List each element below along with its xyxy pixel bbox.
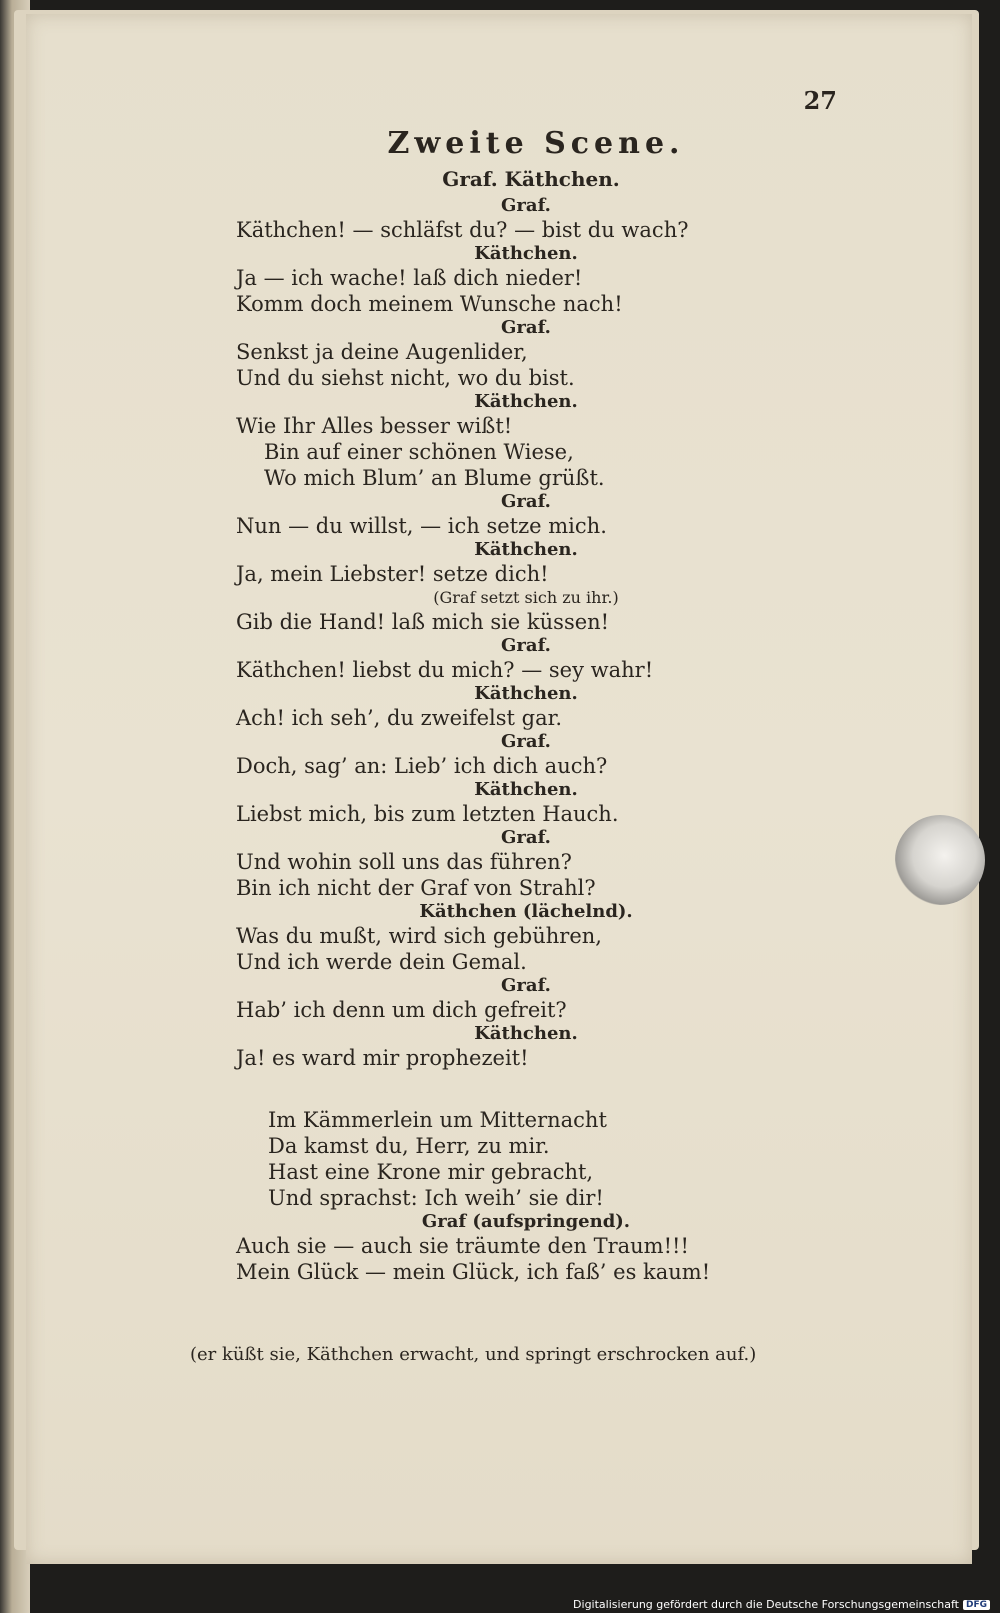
verse-line: Hab’ ich denn um dich gefreit? bbox=[236, 998, 567, 1022]
song-line: Im Kämmerlein um Mitternacht bbox=[268, 1108, 607, 1132]
verse-line: Käthchen! — schläfst du? — bist du wach? bbox=[236, 218, 689, 242]
verse-line: Auch sie — auch sie träumte den Traum!!! bbox=[236, 1234, 689, 1258]
speaker-label: Graf. bbox=[501, 195, 551, 216]
speaker-label: Käthchen. bbox=[474, 243, 578, 264]
cast-list: Graf. Käthchen. bbox=[442, 167, 620, 191]
dialogue-lines bbox=[236, 195, 816, 1285]
verse-line: Und wohin soll uns das führen? bbox=[236, 850, 572, 874]
verse-line: Doch, sag’ an: Lieb’ ich dich auch? bbox=[236, 754, 608, 778]
verse-line: Was du mußt, wird sich gebühren, bbox=[236, 924, 602, 948]
song-line: Und sprachst: Ich weih’ sie dir! bbox=[268, 1186, 604, 1210]
verse-line: Senkst ja deine Augenlider, bbox=[236, 340, 528, 364]
speaker-label: Käthchen. bbox=[474, 539, 578, 560]
verse-line: Bin ich nicht der Graf von Strahl? bbox=[236, 876, 596, 900]
page-clip bbox=[895, 815, 985, 905]
verse-line: Käthchen! liebst du mich? — sey wahr! bbox=[236, 658, 654, 682]
stanza-break bbox=[236, 1071, 816, 1107]
funding-footer bbox=[573, 1598, 990, 1611]
speaker-label: Käthchen. bbox=[474, 779, 578, 800]
verse-line: Und du siehst nicht, wo du bist. bbox=[236, 366, 575, 390]
verse-line: Nun — du willst, — ich setze mich. bbox=[236, 514, 607, 538]
verse-line: Liebst mich, bis zum letzten Hauch. bbox=[236, 802, 619, 826]
verse-line: Ach! ich seh’, du zweifelst gar. bbox=[236, 706, 563, 730]
speaker-label: Käthchen. bbox=[474, 1023, 578, 1044]
speaker-label: Graf. bbox=[501, 975, 551, 996]
song-line: Da kamst du, Herr, zu mir. bbox=[268, 1134, 550, 1158]
page-number: 27 bbox=[803, 86, 837, 115]
verse-line: Ja! es ward mir prophezeit! bbox=[236, 1046, 529, 1070]
verse-line: Wo mich Blum’ an Blume grüßt. bbox=[264, 466, 605, 490]
verse-line: Und ich werde dein Gemal. bbox=[236, 950, 527, 974]
scene-title: Zweite Scene. bbox=[387, 126, 685, 161]
speaker-label: Graf. bbox=[501, 827, 551, 848]
speaker-label: Käthchen. bbox=[474, 683, 578, 704]
verse-line: Ja — ich wache! laß dich nieder! bbox=[236, 266, 583, 290]
verse-line: Wie Ihr Alles besser wißt! bbox=[236, 414, 513, 438]
speaker-label: Käthchen. bbox=[474, 391, 578, 412]
final-stage-direction: (er küßt sie, Käthchen erwacht, und springt erschrocken auf.) bbox=[190, 1344, 757, 1365]
song-line: Hast eine Krone mir gebracht, bbox=[268, 1160, 594, 1184]
play-text bbox=[236, 126, 816, 1285]
verse-line: Komm doch meinem Wunsche nach! bbox=[236, 292, 623, 316]
dfg-logo: DFG bbox=[963, 1600, 990, 1610]
speaker-label: Graf. bbox=[501, 317, 551, 338]
verse-line: Ja, mein Liebster! setze dich! bbox=[236, 562, 549, 586]
speaker-label: Graf. bbox=[501, 491, 551, 512]
verse-line: Mein Glück — mein Glück, ich faß’ es kaum! bbox=[236, 1260, 711, 1284]
verse-line: Gib die Hand! laß mich sie küssen! bbox=[236, 610, 610, 634]
speaker-label: Graf (aufspringend). bbox=[421, 1211, 631, 1232]
speaker-label: Graf. bbox=[501, 731, 551, 752]
speaker-label: Graf. bbox=[501, 635, 551, 656]
footer-text: Digitalisierung gefördert durch die Deutsche Forschungsgemeinschaft bbox=[573, 1598, 959, 1611]
speaker-label: Käthchen (lächelnd). bbox=[419, 901, 633, 922]
verse-line: Bin auf einer schönen Wiese, bbox=[264, 440, 574, 464]
stage-direction: (Graf setzt sich zu ihr.) bbox=[433, 588, 619, 607]
